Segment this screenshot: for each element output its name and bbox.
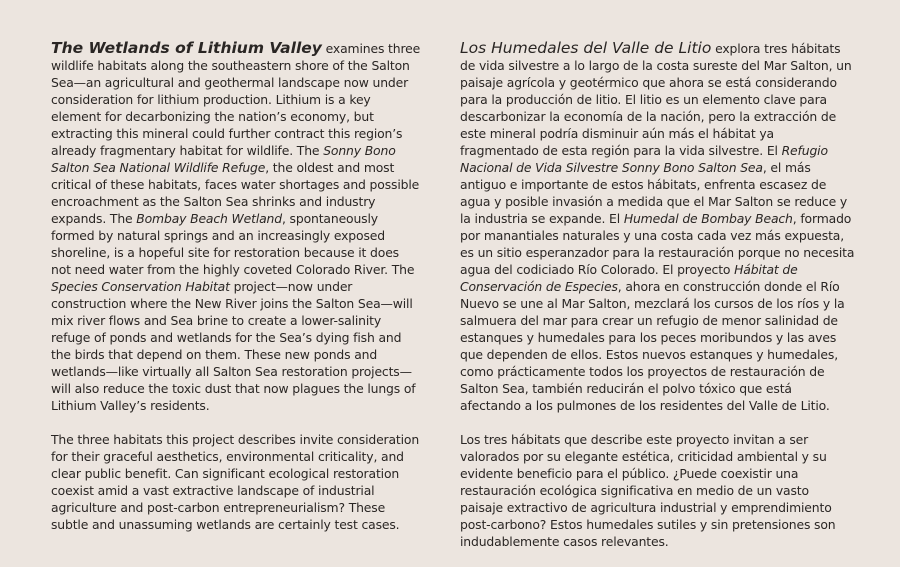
english-text-segment: , the oldest and most critical of these habitats, faces water shortages and possible encroachment as the Salton Sea shrinks and industry expands. The: [51, 160, 420, 226]
spanish-text-segment: , ahora en construcción donde el Río Nuevo se une al Mar Salton, mezclará los cursos de los ríos y la salmuera del mar para crear un refugio de menor salinidad de estanques y humedales para los peces moribundos y las aves que dependen de ellos. Estos nuevos estanques y humedales, como prácticamente todos los proyectos de restauración de Salton Sea, también reducirán el polvo tóxico que está afectando a los pulmones de los residentes del Valle de Litio.: [460, 279, 845, 413]
spanish-text-segment: , formado por manantiales naturales y una costa cada vez más expuesta, es un sitio esperanzador para la restauración porque no necesita agua del codiciado Río Colorado. El proyecto: [460, 211, 855, 277]
english-text-segment: project—now under construction where the New River joins the Salton Sea—will mix river flows and Sea brine to create a lower-salinity refuge of ponds and wetlands for the Sea’s dying fish and the birds that depend on them. These new ponds and wetlands—like virtually all Salton Sea restoration projects—will also reduce the toxic dust that now plagues the lungs of Lithium Valley’s residents.: [51, 279, 416, 413]
english-column: [51, 40, 421, 550]
spanish-text-segment: , el más antiguo e importante de estos hábitats, enfrenta escasez de agua y posible invasión a medida que el Mar Salton se reduce y la industria se expande. El: [460, 160, 848, 226]
spanish-refuge-name: Refugio Nacional de Vida Silvestre Sonny Bono Salton Sea: [460, 143, 828, 175]
spanish-paragraph-2: Los tres hábitats que describe este proyecto invitan a ser valorados por su elegante estética, criticidad ambiental y su evidente beneficio para el público. ¿Puede coexistir una restauración ecológica significativa en medio de un vasto paisaje extractivo de agricultura industrial y emprendimiento post-carbono? Estos humedales sutiles y sin pretensiones son indudablemente casos relevantes.: [460, 432, 836, 549]
english-wetland-name: Bombay Beach Wetland: [136, 211, 282, 226]
spanish-column: [460, 40, 855, 567]
english-paragraph-1: [51, 40, 421, 414]
english-text-segment: , spontaneously formed by natural springs and an increasingly exposed shoreline, is a hopeful site for restoration because it does not need water from the highly coveted Colorado River. The: [51, 211, 415, 277]
english-refuge-name: Sonny Bono Salton Sea National Wildlife Refuge: [51, 143, 396, 175]
spanish-wetland-name: Humedal de Bombay Beach: [623, 211, 793, 226]
english-habitat-name: Species Conservation Habitat: [51, 279, 230, 294]
spanish-paragraph-1: [460, 40, 855, 414]
english-title: The Wetlands of Lithium Valley: [51, 39, 322, 57]
spanish-text-segment: explora tres hábitats de vida silvestre a lo largo de la costa sureste del Mar Salton, un paisaje agrícola y geotérmico que ahora se está considerando para la producción de litio. El litio es un elemento clave para descarbonizar la economía de la nación, pero la extracción de este mineral podría disminuir aún más el hábitat ya fragmentado de esta región para la vida silvestre. El: [460, 41, 852, 158]
spanish-title: Los Humedales del Valle de Litio: [460, 39, 712, 57]
english-text-segment: examines three wildlife habitats along the southeastern shore of the Salton Sea—an agricultural and geothermal landscape now under consideration for lithium production. Lithium is a key element for decarbonizing the nation’s economy, but extracting this mineral could further contract this region’s already fragmentary habitat for wildlife. The: [51, 41, 421, 158]
spanish-habitat-name: Hábitat de Conservación de Especies: [460, 262, 798, 294]
english-paragraph-2: The three habitats this project describes invite consideration for their graceful aesthetics, environmental criticality, and clear public benefit. Can significant ecological restoration coexist amid a vast extractive landscape of industrial agriculture and post-carbon entrepreneurialism? These subtle and unassuming wetlands are certainly test cases.: [51, 432, 420, 532]
